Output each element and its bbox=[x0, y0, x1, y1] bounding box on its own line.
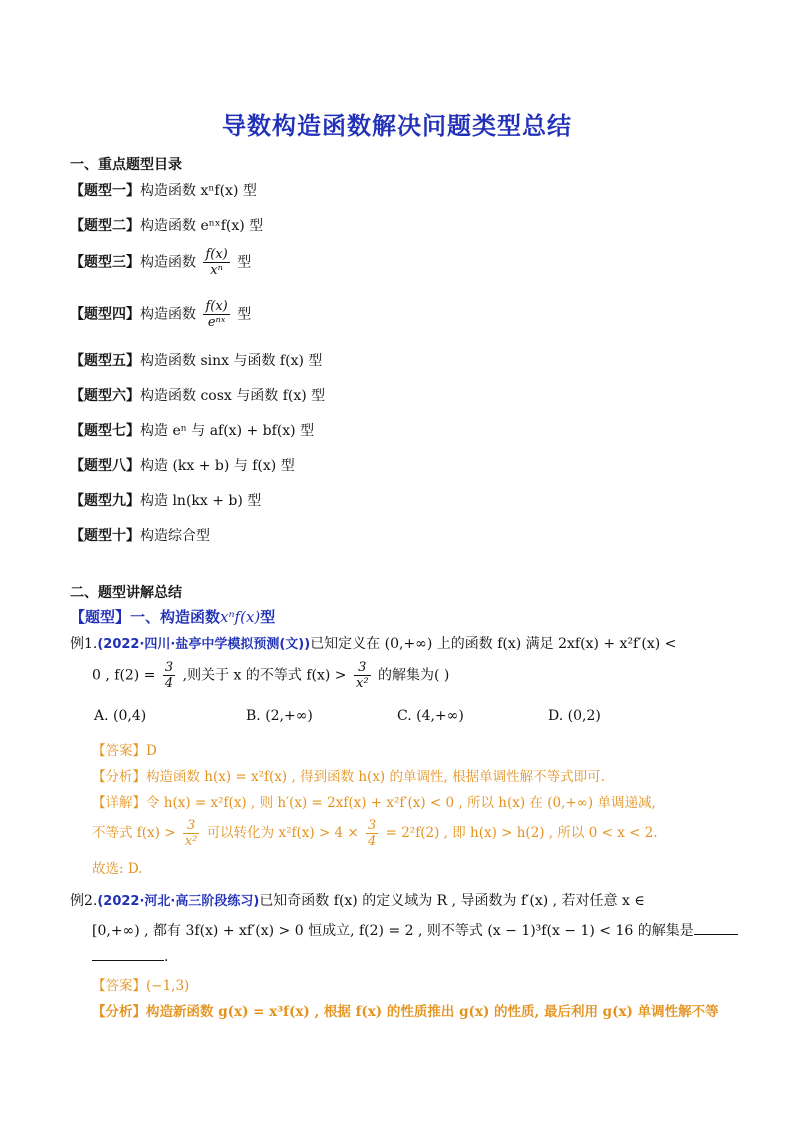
catalog-item-9: 【题型九】构造 ln(kx + b) 型 bbox=[70, 493, 262, 509]
catalog-item-2: 【题型二】构造函数 eⁿˣf(x) 型 bbox=[70, 218, 264, 234]
conclusion-1: 故选: D. bbox=[92, 861, 143, 877]
catalog-item-10: 【题型十】构造综合型 bbox=[70, 528, 210, 544]
example-2-line-1: 例2.(2022·河北·高三阶段练习)已知奇函数 f(x) 的定义域为 R , 导函数为 f′(x) , 若对任意 x ∈ bbox=[70, 893, 645, 909]
example-1-line-2: 0 , f(2) = $\frac{3}{4}$ ,则关于 x 的不等式 f(x) > $\frac{3}{\text{x²}}$ 的解集为( ) bbox=[92, 660, 450, 691]
example-2-line-2: [0,+∞) , 都有 3f(x) + xf′(x) > 0 恒成立, f(2) = 2 , 则不等式 (x − 1)³f(x − 1) < 16 的解集是 bbox=[92, 920, 738, 941]
page-title: 导数构造函数解决问题类型总结 bbox=[222, 112, 572, 140]
fraction: $\frac{3}{\text{x²}}$ bbox=[184, 818, 198, 849]
answer-2: 【答案】(−1,3) bbox=[92, 978, 190, 994]
section-heading-explain: 二、题型讲解总结 bbox=[70, 585, 182, 601]
analysis-2: 【分析】构造新函数 g(x) = x³f(x) , 根据 f(x) 的性质推出 g(x) 的性质, 最后利用 g(x) 单调性解不等 bbox=[92, 1004, 719, 1020]
catalog-item-4: 【题型四】构造函数 $\frac{f(x)}{\text{eⁿˣ}}$ 型 bbox=[70, 299, 252, 330]
fraction: $\frac{3}{\text{x²}}$ bbox=[355, 660, 369, 691]
fraction: $\frac{f(x)}{\text{eⁿˣ}}$ bbox=[205, 299, 228, 330]
subsection-heading: 【题型】一、构造函数xⁿf(x)型 bbox=[70, 608, 276, 626]
detail-1-line-2: 不等式 f(x) > $\frac{3}{\text{x²}}$ 可以转化为 x²f(x) > 4 × $\frac{3}{4}$ = 2²f(2) , 即 h(x) > h(2) , 所以 0 < x < 2. bbox=[92, 818, 658, 849]
example-2-line-3: . bbox=[92, 946, 168, 967]
fraction: $\frac{3}{4}$ bbox=[164, 660, 174, 691]
catalog-item-5: 【题型五】构造函数 sinx 与函数 f(x) 型 bbox=[70, 353, 323, 369]
option-c: C. (4,+∞) bbox=[397, 708, 464, 724]
analysis-1: 【分析】构造函数 h(x) = x²f(x) , 得到函数 h(x) 的单调性, 根据单调性解不等式即可. bbox=[92, 769, 605, 785]
catalog-item-7: 【题型七】构造 eⁿ 与 af(x) + bf(x) 型 bbox=[70, 423, 315, 439]
answer-blank bbox=[92, 946, 164, 961]
source-tag: (2022·四川·盐亭中学模拟预测(文)) bbox=[97, 637, 311, 652]
section-heading-catalog: 一、重点题型目录 bbox=[70, 157, 182, 173]
fraction: $\frac{3}{4}$ bbox=[368, 818, 377, 849]
catalog-item-3: 【题型三】构造函数 $\frac{f(x)}{\text{xⁿ}}$ 型 bbox=[70, 247, 252, 278]
detail-1-line-1: 【详解】令 h(x) = x²f(x) , 则 h′(x) = 2xf(x) + x²f′(x) < 0 , 所以 h(x) 在 (0,+∞) 单调递减, bbox=[92, 795, 656, 811]
option-b: B. (2,+∞) bbox=[246, 708, 313, 724]
fraction: $\frac{f(x)}{\text{xⁿ}}$ bbox=[205, 247, 228, 278]
example-1-line-1: 例1.(2022·四川·盐亭中学模拟预测(文))已知定义在 (0,+∞) 上的函数 f(x) 满足 2xf(x) + x²f′(x) < bbox=[70, 636, 677, 652]
option-a: A. (0,4) bbox=[94, 708, 147, 724]
catalog-item-1: 【题型一】构造函数 xⁿf(x) 型 bbox=[70, 183, 257, 199]
option-d: D. (0,2) bbox=[548, 708, 601, 724]
answer-blank bbox=[694, 920, 738, 935]
answer-1: 【答案】D bbox=[92, 743, 157, 759]
source-tag: (2022·河北·高三阶段练习) bbox=[97, 894, 260, 909]
catalog-item-8: 【题型八】构造 (kx + b) 与 f(x) 型 bbox=[70, 458, 295, 474]
catalog-item-6: 【题型六】构造函数 cosx 与函数 f(x) 型 bbox=[70, 388, 326, 404]
